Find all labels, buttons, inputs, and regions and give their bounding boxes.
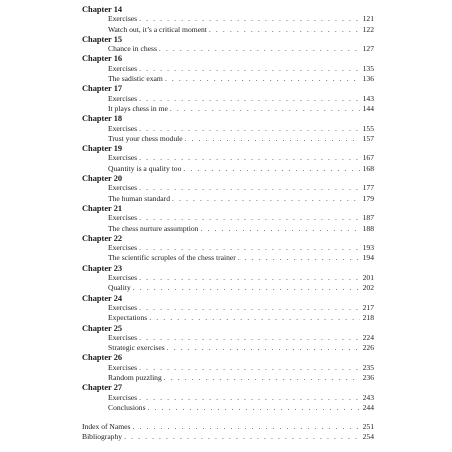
toc-entry[interactable] xyxy=(82,363,374,373)
chapter-14 xyxy=(82,5,374,35)
entry-title: The sadistic exam xyxy=(108,74,163,84)
toc-entry[interactable] xyxy=(82,183,374,193)
chapter-22 xyxy=(82,234,374,264)
chapter-heading: Chapter 21 xyxy=(82,203,123,213)
page-number: 244 xyxy=(362,402,374,412)
entry-title: Exercises xyxy=(108,362,138,372)
toc-entry[interactable] xyxy=(82,213,374,223)
page-number: 127 xyxy=(362,44,374,54)
entry-title: Random puzzling xyxy=(108,372,162,382)
chapter-25 xyxy=(82,324,374,354)
entry-title: Exercises xyxy=(108,332,138,342)
entry-title: The human standard xyxy=(108,193,170,203)
dot-leader xyxy=(172,194,360,204)
chapter-18 xyxy=(82,114,374,144)
entry-title: Exercises xyxy=(108,243,138,253)
toc-entry[interactable] xyxy=(82,313,374,323)
entry-title: Exercises xyxy=(108,63,138,73)
dot-leader xyxy=(149,313,360,323)
page-number: 121 xyxy=(362,14,374,24)
toc-entry[interactable] xyxy=(82,343,374,353)
page-number: 122 xyxy=(362,24,374,34)
back-matter xyxy=(82,422,374,443)
dot-leader xyxy=(238,253,360,263)
entry-title: Bibliography xyxy=(82,432,123,442)
page-number: 194 xyxy=(362,253,374,263)
dot-leader xyxy=(139,183,360,193)
entry-title: Quality xyxy=(108,283,131,293)
page-number: 193 xyxy=(362,243,374,253)
toc-entry[interactable] xyxy=(82,403,374,413)
page-number: 224 xyxy=(362,332,374,342)
page-number: 143 xyxy=(362,93,374,103)
dot-leader xyxy=(133,283,360,293)
chapter-heading: Chapter 16 xyxy=(82,54,123,64)
dot-leader xyxy=(139,393,360,403)
chapter-heading: Chapter 27 xyxy=(82,383,123,393)
page-number: 251 xyxy=(362,422,374,431)
entry-title: Exercises xyxy=(108,123,138,133)
toc-entry[interactable] xyxy=(82,164,374,174)
entry-title: Exercises xyxy=(108,392,138,402)
page-number: 144 xyxy=(362,103,374,113)
entry-title: Watch out, it’s a critical moment xyxy=(108,24,207,34)
dot-leader xyxy=(139,153,360,163)
chapter-17 xyxy=(82,84,374,114)
page-number: 217 xyxy=(362,302,374,312)
dot-leader xyxy=(164,373,360,383)
toc-entry[interactable] xyxy=(82,64,374,74)
chapter-26 xyxy=(82,353,374,383)
page-number: 155 xyxy=(362,123,374,133)
page-number: 218 xyxy=(362,313,374,323)
dot-leader xyxy=(139,14,360,24)
chapter-21 xyxy=(82,204,374,234)
entry-title: Trust your chess module xyxy=(108,133,183,143)
toc-entry[interactable] xyxy=(82,104,374,114)
dot-leader xyxy=(165,74,360,84)
toc-entry[interactable] xyxy=(82,25,374,35)
chapter-heading: Chapter 19 xyxy=(82,144,123,154)
dot-leader xyxy=(139,243,360,253)
toc-entry-index[interactable] xyxy=(82,422,374,432)
dot-leader xyxy=(139,333,360,343)
dot-leader xyxy=(139,213,360,223)
dot-leader xyxy=(170,104,360,114)
toc-entry[interactable] xyxy=(82,44,374,54)
chapter-heading: Chapter 23 xyxy=(82,263,123,273)
chapter-23 xyxy=(82,264,374,294)
page-number: 188 xyxy=(362,223,374,233)
entry-title: Conclusions xyxy=(108,402,146,412)
toc-entry[interactable] xyxy=(82,243,374,253)
entry-title: Quantity is a quality too xyxy=(108,163,182,173)
dot-leader xyxy=(167,343,360,353)
page-number: 167 xyxy=(362,153,374,163)
entry-title: Expectations xyxy=(108,313,148,323)
chapter-24 xyxy=(82,294,374,324)
dot-leader xyxy=(185,134,360,144)
toc-entry[interactable] xyxy=(82,134,374,144)
page-number: 243 xyxy=(362,392,374,402)
dot-leader xyxy=(200,224,360,234)
dot-leader xyxy=(183,164,360,174)
page-number: 179 xyxy=(362,193,374,203)
entry-title: Exercises xyxy=(108,183,138,193)
toc-entry[interactable] xyxy=(82,14,374,24)
page-number: 136 xyxy=(362,74,374,84)
page-number: 201 xyxy=(362,273,374,283)
chapter-20 xyxy=(82,174,374,204)
toc-entry[interactable] xyxy=(82,224,374,234)
chapter-heading: Chapter 25 xyxy=(82,323,123,333)
entry-title: Exercises xyxy=(108,213,138,223)
toc-entry[interactable] xyxy=(82,94,374,104)
toc-entry-bibliography[interactable] xyxy=(82,432,374,442)
page-number: 168 xyxy=(362,163,374,173)
dot-leader xyxy=(139,273,360,283)
entry-title: Exercises xyxy=(108,302,138,312)
chapter-heading: Chapter 20 xyxy=(82,174,123,184)
dot-leader xyxy=(148,403,360,413)
entry-title: Chance in chess xyxy=(108,44,157,54)
toc-entry[interactable] xyxy=(82,373,374,383)
chapter-heading: Chapter 14 xyxy=(82,5,123,14)
entry-title: The scientific scruples of the chess trainer xyxy=(108,253,236,263)
chapter-heading: Chapter 18 xyxy=(82,114,123,124)
toc-entry[interactable] xyxy=(82,74,374,84)
chapter-16 xyxy=(82,54,374,84)
dot-leader xyxy=(139,303,360,313)
toc-entry[interactable] xyxy=(82,283,374,293)
entry-title: The chess nurture assumption xyxy=(108,223,199,233)
entry-title: Exercises xyxy=(108,273,138,283)
entry-title: Exercises xyxy=(108,14,138,24)
chapter-heading: Chapter 15 xyxy=(82,34,123,44)
entry-title: Strategic exercises xyxy=(108,343,165,353)
chapter-15 xyxy=(82,35,374,55)
toc-entry[interactable] xyxy=(82,333,374,343)
page-number: 157 xyxy=(362,133,374,143)
chapter-heading: Chapter 26 xyxy=(82,353,123,363)
page-number: 226 xyxy=(362,343,374,353)
page-number: 202 xyxy=(362,283,374,293)
page-number: 177 xyxy=(362,183,374,193)
chapter-19 xyxy=(82,144,374,174)
page-number: 235 xyxy=(362,362,374,372)
toc-entry[interactable] xyxy=(82,194,374,204)
entry-title: It plays chess in me xyxy=(108,103,168,113)
toc-entry[interactable] xyxy=(82,393,374,403)
dot-leader xyxy=(139,64,360,74)
dot-leader xyxy=(133,422,361,432)
toc-entry[interactable] xyxy=(82,124,374,134)
dot-leader xyxy=(139,94,360,104)
dot-leader xyxy=(209,25,360,35)
dot-leader xyxy=(159,44,360,54)
entry-title: Exercises xyxy=(108,153,138,163)
dot-leader xyxy=(139,363,360,373)
entry-title: Index of Names xyxy=(82,422,131,431)
page-number: 254 xyxy=(362,432,374,442)
chapter-27 xyxy=(82,383,374,413)
page-number: 187 xyxy=(362,213,374,223)
table-of-contents xyxy=(82,5,374,413)
chapter-heading: Chapter 17 xyxy=(82,84,123,94)
dot-leader xyxy=(139,124,360,134)
toc-entry[interactable] xyxy=(82,153,374,163)
dot-leader xyxy=(124,432,360,442)
page-number: 236 xyxy=(362,372,374,382)
page-number: 135 xyxy=(362,63,374,73)
chapter-heading: Chapter 24 xyxy=(82,293,123,303)
toc-entry[interactable] xyxy=(82,253,374,263)
entry-title: Exercises xyxy=(108,93,138,103)
toc-entry[interactable] xyxy=(82,273,374,283)
toc-entry[interactable] xyxy=(82,303,374,313)
chapter-heading: Chapter 22 xyxy=(82,233,123,243)
